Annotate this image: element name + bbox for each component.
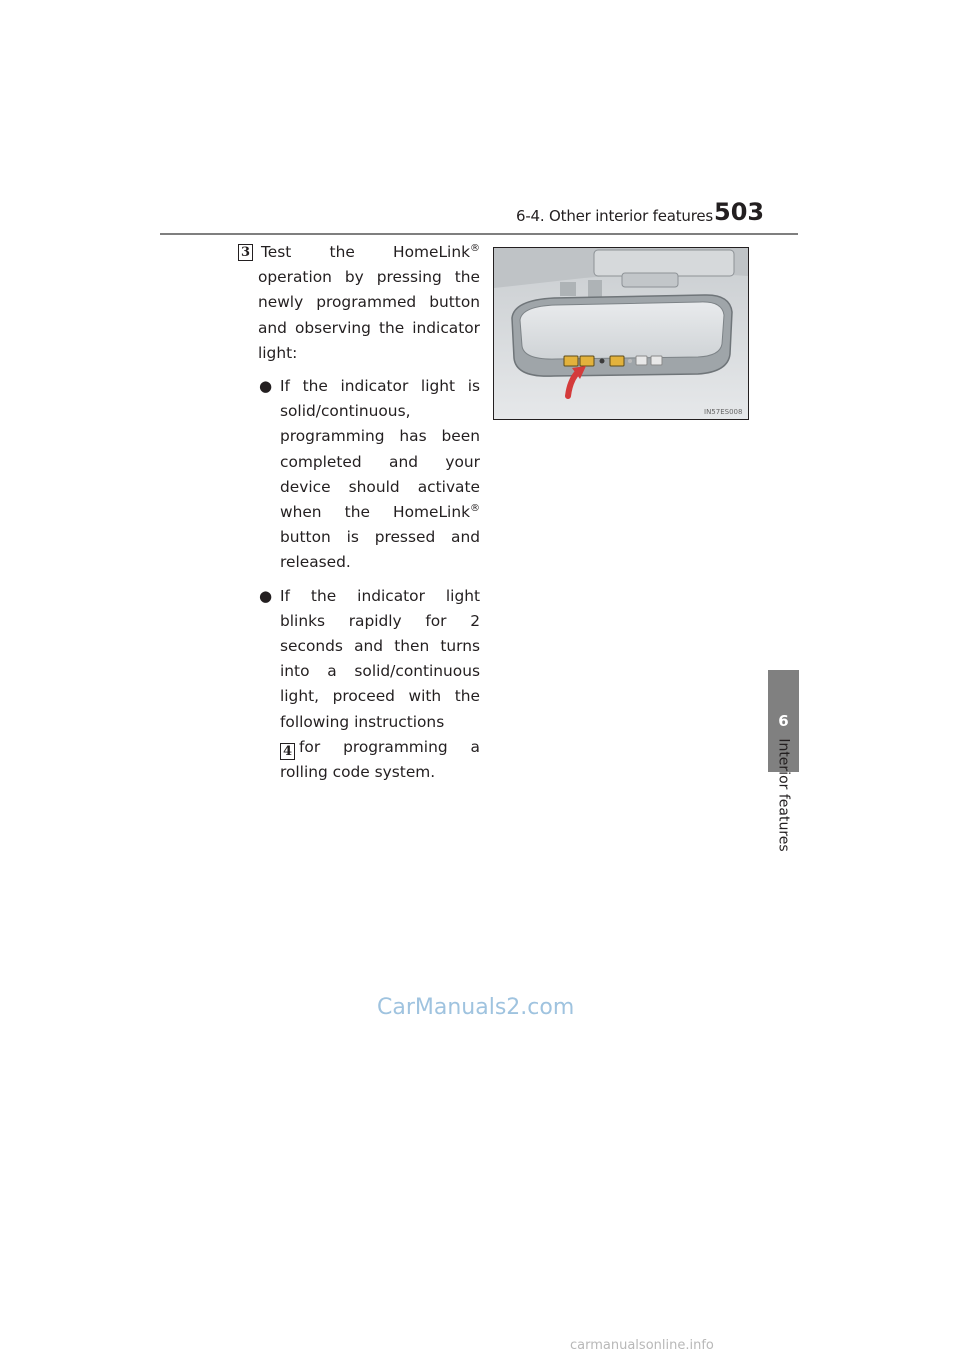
page-number: 503 bbox=[714, 198, 765, 226]
step-badge: 3 bbox=[238, 244, 253, 261]
header-rule bbox=[160, 233, 798, 235]
watermark-footer: carmanualsonline.info bbox=[570, 1338, 714, 1353]
watermark-center: CarManuals2.com bbox=[377, 995, 575, 1020]
chapter-title-vertical bbox=[768, 740, 799, 850]
registered-mark: ® bbox=[470, 242, 480, 254]
rearview-mirror-figure bbox=[493, 247, 749, 420]
bullet-item: ● If the indicator light is solid/continuous, programming has been completed and your device should activate when the HomeLink® button is pressed and released. bbox=[258, 374, 480, 576]
chapter-title: Interior features bbox=[775, 738, 792, 852]
figure-code: IN57ES008 bbox=[704, 408, 743, 416]
bullet-item: ● If the indicator light blinks rapidly for 2 seconds and then turns into a solid/continuous light, proceed with the following instructions 4 for programming a rolling code system. bbox=[258, 584, 480, 786]
mirror-illustration bbox=[494, 248, 748, 419]
chapter-number: 6 bbox=[778, 712, 789, 730]
step-intro: Test the HomeLink® operation by pressing the newly programmed button and observing the indicator light: bbox=[258, 242, 480, 362]
section-title: 6-4. Other interior features bbox=[516, 207, 713, 225]
step-body bbox=[258, 240, 480, 785]
step-ref-badge: 4 bbox=[280, 743, 295, 760]
registered-mark: ® bbox=[470, 502, 480, 514]
bullet-dot: ● bbox=[259, 586, 273, 605]
bullet-dot: ● bbox=[259, 377, 273, 396]
